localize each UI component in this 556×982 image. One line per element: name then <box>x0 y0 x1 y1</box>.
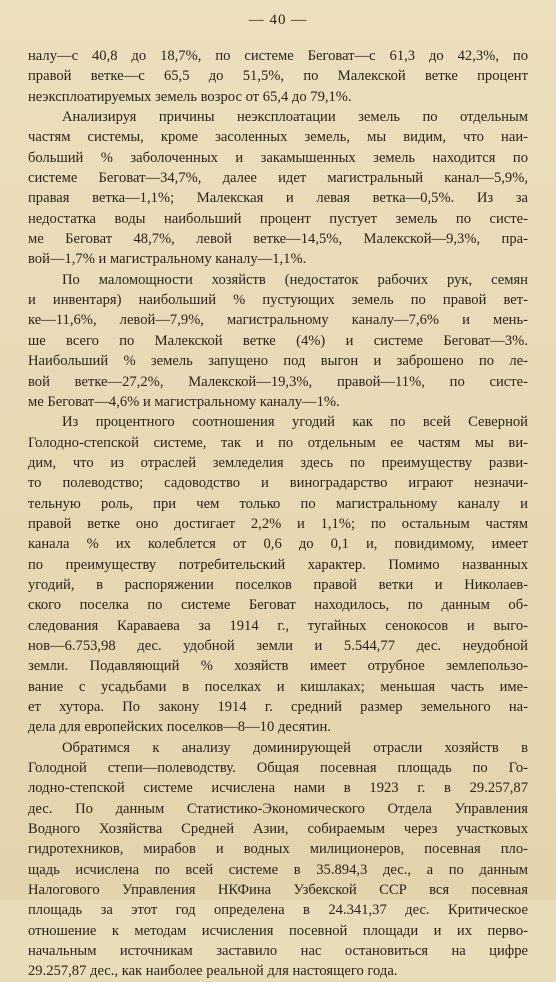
text-line: начальным источникам заставило нас остановиться на цифре <box>28 943 528 960</box>
text-line: частям системы, кроме засоленных земель, мы видим, что наи- <box>28 129 528 146</box>
text-line: Голодно-степской системе, так и по отдельным ее частям мы ви- <box>28 434 528 451</box>
text-line: ского поселка по системе Беговат находилось, по данным об- <box>28 597 528 614</box>
text-line: больший % заболоченных и закамышенных земель находится по <box>28 149 528 166</box>
text-line: ет хутора. По закону 1914 г. средний размер земельного на- <box>28 699 528 715</box>
text-line: вание с усадьбами в поселках и кишлаках; меньшая часть име- <box>28 678 528 695</box>
text-line: Наибольший % земель запущено под выгон и заброшено по ле- <box>28 353 528 370</box>
text-line: Налогового Управления НКФина Узбекской ССР вся посевная <box>28 882 528 899</box>
text-line: налу—с 40,8 до 18,7%, по системе Беговат—с 61,3 до 42,3%, по <box>28 48 528 64</box>
text-line: дим, что из отраслей земледелия здесь по преимуществу разви- <box>28 454 528 471</box>
text-line: Из процентного соотношения угодий как по всей Северной <box>62 414 528 431</box>
text-line: то полеводство; садоводство и виноградарство играют незначи- <box>28 475 528 492</box>
text-line: лодно-степской системе исчислена нами в 1923 г. в 29.257,87 <box>28 780 528 797</box>
text-line: ме Беговат 48,7%, левой ветке—14,5%, Малекской—9,3%, пра- <box>28 231 528 248</box>
text-line: площадь за этот год определена в 24.341,37 дес. Критическое <box>28 902 528 919</box>
text-line: ке—11,6%, левой—7,9%, магистральному каналу—7,6% и мень- <box>28 312 528 329</box>
text-line: правой ветке оно достигает 2,2% и 1,1%; по остальным частям <box>28 515 528 532</box>
text-line: вой ветке—27,2%, Малекской—19,3%, правой—11%, по систе- <box>28 373 528 390</box>
text-line: ме Беговат—4,6% и магистральному каналу—1%. <box>28 393 340 410</box>
text-line: ше всего по Малекской ветке (4%) и системе Беговат—3%. <box>28 332 528 349</box>
text-line: Голодной степи—полеводству. Общая посевная площадь по Го- <box>28 760 528 777</box>
page-number: — 40 — <box>248 12 308 28</box>
body-text <box>28 46 528 982</box>
text-line: и инвентаря) наибольший % пустующих земель по правой вет- <box>28 292 528 309</box>
text-line: дес. По данным Статистико-Экономического Отдела Управления <box>28 800 528 817</box>
text-line: по преимуществу потребительский характер. Помимо названных <box>28 556 528 573</box>
text-line: Обратимся к анализу доминирующей отрасли хозяйств в <box>62 739 528 756</box>
text-line: Водного Хозяйства Средней Азии, собираемым через участковых <box>28 821 528 838</box>
text-line: следования Караваева за 1914 г., тугайных сенокосов и выго- <box>28 617 528 634</box>
text-line: нов—6.753,98 дес. удобной земли и 5.544,77 дес. неудобной <box>28 637 528 654</box>
text-line: По маломощности хозяйств (недостаток рабочих рук, семян <box>62 271 528 288</box>
text-line: отношение к методам исчисления посевной площади и их перво- <box>28 922 528 939</box>
text-line: тельную роль, при чем только по магистральному каналу и <box>28 495 528 512</box>
text-line: 29.257,87 дес., как наиболее реальной для настоящего года. <box>28 963 398 980</box>
text-line: правой ветке—с 65,5 до 51,5%, по Малекской ветке процент <box>28 68 528 85</box>
text-line: гидротехников, мирабов и водных милиционеров, посевная пло- <box>28 841 528 858</box>
text-line: канала % их колеблется от 0,6 до 0,1 и, повидимому, имеет <box>28 536 528 553</box>
text-line: системе Беговат—34,7%, далее идет магистральный канал—5,9%, <box>28 170 528 187</box>
text-line: земли. Подавляющий % хозяйств имеет отрубное землепользо- <box>28 658 528 675</box>
text-line: недостатка воды наибольший процент пустует земель по систе- <box>28 210 528 227</box>
text-line: дела для европейских поселков—8—10 десятин. <box>28 719 332 736</box>
text-line: вой—1,7% и магистральному каналу—1,1%. <box>28 251 307 268</box>
text-line: Анализируя причины неэксплоатации земель по отдельным <box>62 109 528 126</box>
text-line: правая ветка—1,1%; Малекская и левая ветка—0,5%. Из за <box>28 190 528 207</box>
text-line: щадь исчислена по всей системе в 35.894,3 дес., а по данным <box>28 861 528 878</box>
text-line: неэксплоатируемых земель возрос от 65,4 до 79,1%. <box>28 88 352 105</box>
text-line: угодий, в распоряжении поселков правой ветки и Николаев- <box>28 576 528 593</box>
